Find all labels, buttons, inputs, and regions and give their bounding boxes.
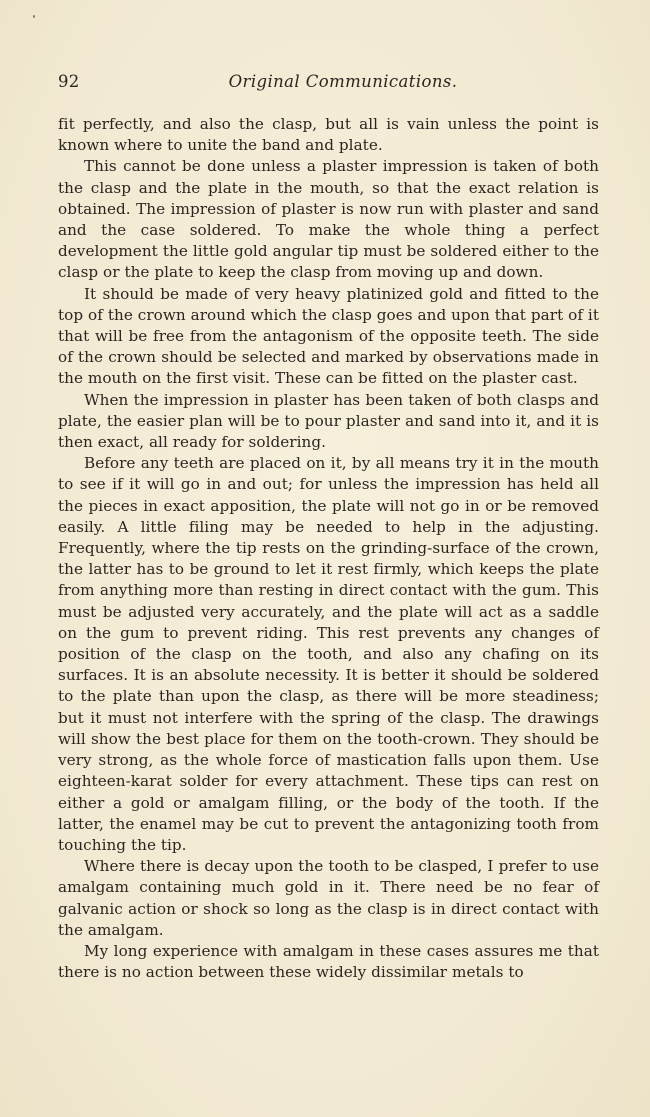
paragraph: When the impression in plaster has been taken of both clasps and plate, the easier plan will be to pour plaster and sand into it, and it is then exact, all ready for soldering. — [58, 390, 599, 452]
paragraph: It should be made of very heavy platinized gold and fitted to the top of the crown around which the clasp goes and upon that part of it that will be free from the antagonism of the opposite teeth. The side of the crown should be selected and marked by observations made in the mouth on the first visit. These can be fitted on the plaster cast. — [58, 284, 599, 388]
page-header — [58, 72, 598, 94]
page-number: 92 — [58, 72, 80, 91]
body-text — [58, 114, 599, 983]
paragraph: Before any teeth are placed on it, by all means try it in the mouth to see if it will go in and out; for unless the impression has held all the pieces in exact apposition, the plate will not go in or be removed easily. A little filing may be needed to help in the adjusting. Frequently, where the tip rests on the grinding-surface of the crown, the latter has to be ground to let it rest firmly, which keeps the plate from anything more than resting in direct contact with the gum. This must be adjusted very accurately, and the plate will act as a saddle on the gum to prevent riding. This rest prevents any changes of position of the clasp on the tooth, and also any chafing on its surfaces. It is an absolute necessity. It is better it should be soldered to the plate than upon the clasp, as there will be more steadiness; but it must not interfere with the spring of the clasp. The drawings will show the best place for them on the tooth-crown. They should be very strong, as the whole force of mastication falls upon them. Use eighteen-karat solder for every attachment. These tips can rest on either a gold or amalgam filling, or the body of the tooth. If the latter, the enamel may be cut to prevent the antagonizing tooth from touching the tip. — [58, 454, 599, 854]
paragraph: Where there is decay upon the tooth to be clasped, I prefer to use amalgam containing much gold in it. There need be no fear of galvanic action or shock so long as the clasp is in direct contact with the amalgam. — [58, 857, 599, 939]
running-title: Original Communications. — [228, 72, 458, 91]
paragraph-continuation: fit perfectly, and also the clasp, but all is vain unless the point is known where to unite the band and plate. — [58, 115, 599, 155]
paragraph: My long experience with amalgam in these cases assures me that there is no action between these widely dissimilar metals to — [58, 941, 599, 982]
paper-speck — [33, 15, 35, 18]
paragraph: This cannot be done unless a plaster impression is taken of both the clasp and the plate in the mouth, so that the exact relation is obtained. The impression of plaster is now run with plaster and sand and the case soldered. To make the whole thing a perfect development the little gold angular tip must be soldered either to the clasp or the plate to keep the clasp from moving up and down. — [58, 157, 599, 282]
